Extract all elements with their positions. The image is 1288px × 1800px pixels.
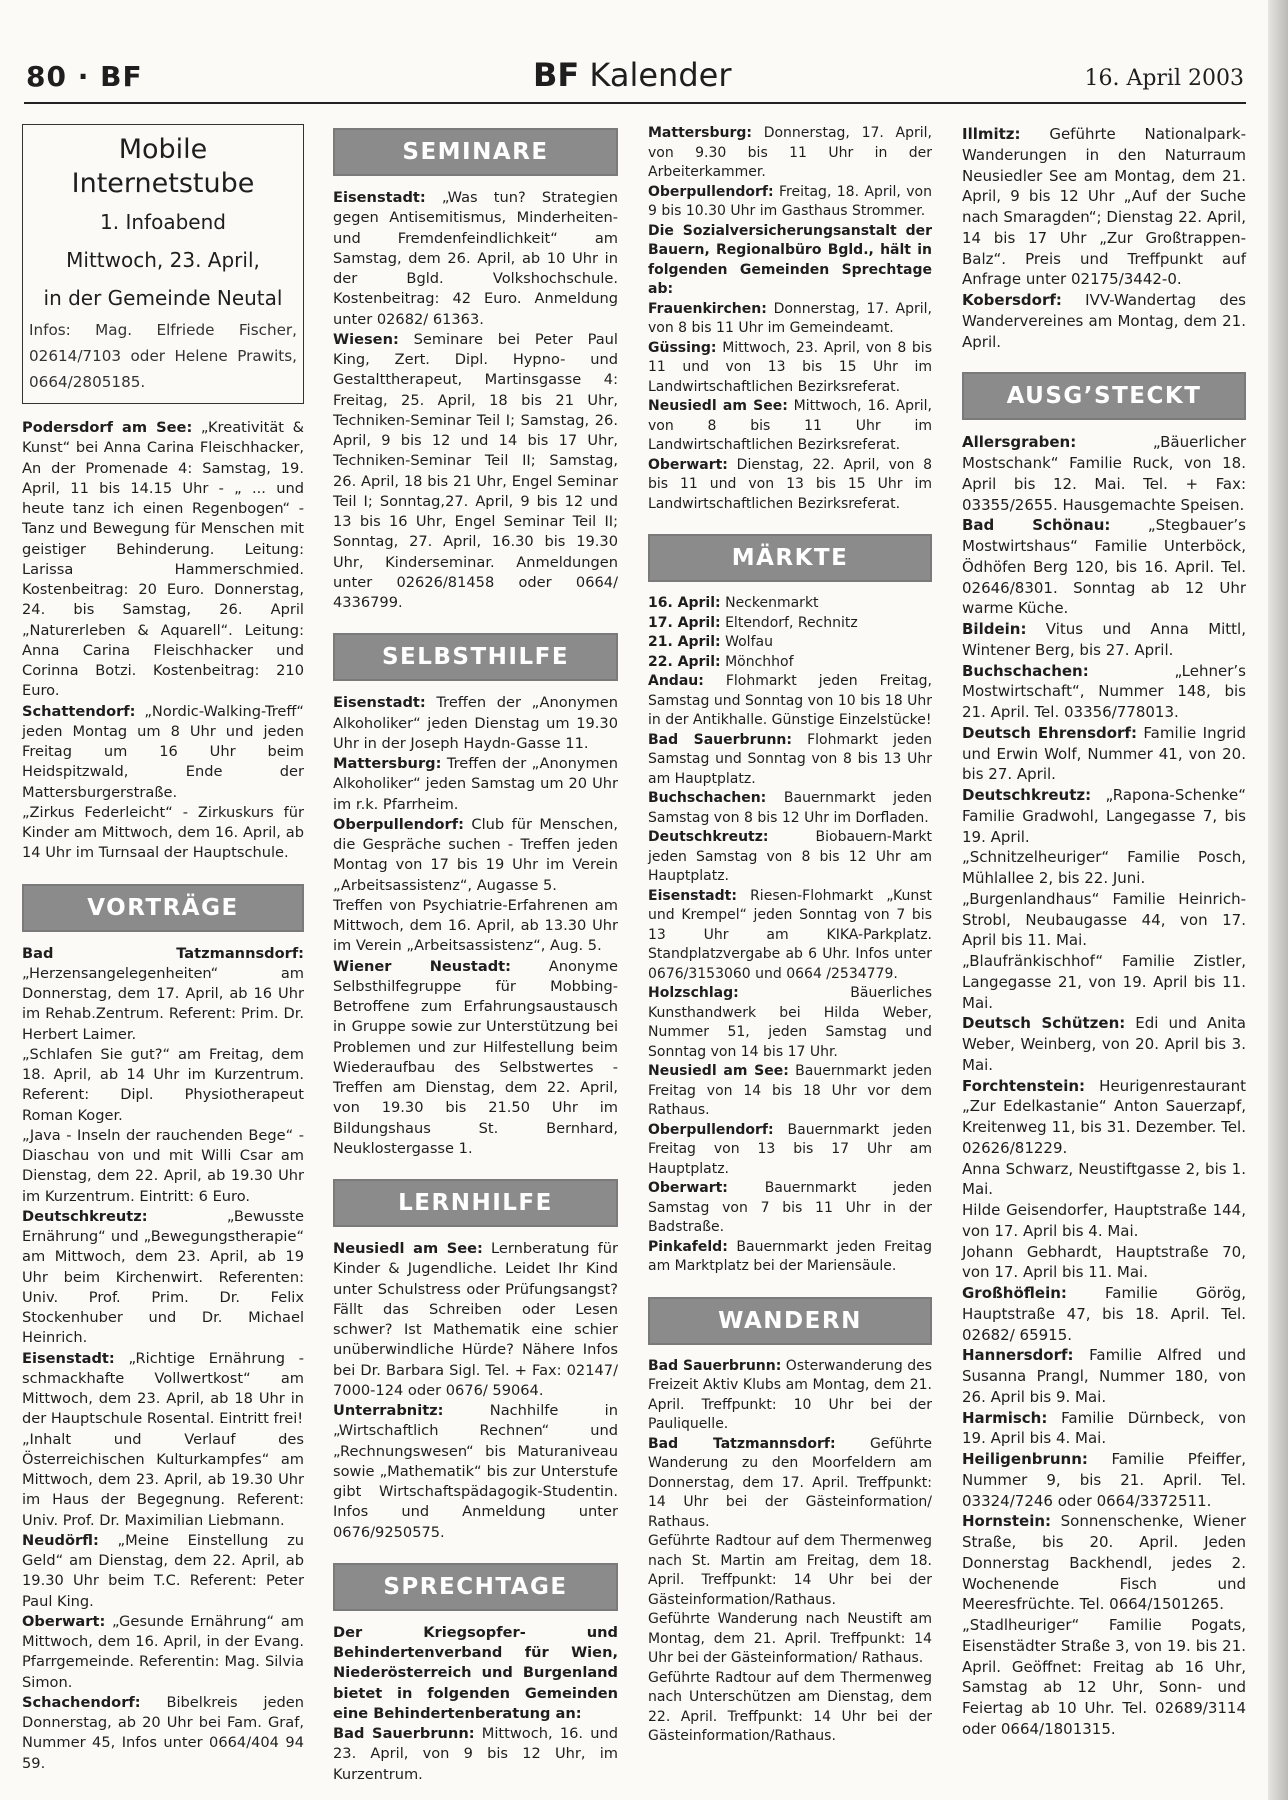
list-item	[22, 1207, 304, 1349]
entry-text: „Kreativität & Kunst“ bei Anna Carina Fleischhacker, An der Promenade 4: Samstag, 19. April, 11 bis 14.15 Uhr - „ ... und heute tanz ich einen Regenbogen“ - Tanz und Bewegung für Menschen mit geistiger Behinderung. Leitung: Larissa Hammerschmied. Kostenbeitrag: 20 Euro. Donnerstag, 24. bis Samstag, 26. April „Naturerleben & Aquarell“. Leitung: Anna Carina Fleischhacker und Corinna Botzi. Kostenbeitrag: 210 Euro.	[22, 419, 304, 700]
entry-text: Edi und Anita Weber, Weinberg, von 20. April bis 3. Mai.	[962, 1014, 1247, 1074]
entry-text: Freitag, 18. April, von 9 bis 10.30 Uhr im Gasthaus Strommer.	[648, 183, 932, 219]
place-name: Oberwart:	[648, 456, 728, 473]
list-item	[333, 1401, 618, 1543]
place-name: Deutschkreutz:	[22, 1207, 148, 1225]
title-text: Kalender	[579, 56, 732, 94]
entry-text: Sonnenschenke, Wiener Straße, bis 20. April. Jeden Donnerstag Backhendl, jedes 2. Wochenende Fisch und Meeresfrüchte. Tel. 0664/1501265.	[962, 1512, 1246, 1614]
list-item	[648, 1238, 932, 1277]
place-name: Buchschachen:	[648, 790, 767, 806]
place-name: Mattersburg:	[333, 755, 442, 772]
place-name: Neusiedl am See:	[648, 398, 788, 414]
list-item	[648, 672, 932, 731]
column-2	[333, 124, 618, 1785]
entry-text: Bauernmarkt jeden Freitag am Marktplatz bei der Mariensäule.	[648, 1238, 932, 1274]
list-item	[333, 1724, 618, 1785]
list-item	[962, 847, 1246, 889]
list-item	[22, 1693, 304, 1774]
place-name: Schattendorf:	[22, 702, 136, 720]
list-item	[648, 1357, 932, 1435]
place-name: Wiener Neustadt:	[333, 957, 511, 975]
entry-text: Wolfau	[720, 634, 773, 650]
place-name: Hornstein:	[962, 1512, 1052, 1531]
entry-text: Bauernmarkt jeden Samstag von 8 bis 12 Uhr im Dorfladen.	[648, 790, 932, 826]
list-item	[22, 944, 304, 1045]
lernhilfe-list	[333, 1239, 618, 1543]
place-name: Neudörfl:	[22, 1531, 99, 1549]
place-name: Illmitz:	[962, 125, 1021, 143]
entry-text: Dienstag, 22. April, von 8 bis 11 und von 13 bis 15 Uhr im Landwirtschaftlichen Bezirksreferat.	[648, 456, 932, 512]
maerkte-list	[648, 594, 932, 1277]
list-item	[962, 1242, 1246, 1284]
list-item	[962, 432, 1246, 515]
entry-text: Bäuerliches Kunsthandwerk bei Hilda Weber, Nummer 51, jeden Samstag und Sonntag von 14 bis 17 Uhr.	[648, 985, 932, 1060]
place-name: Oberpullendorf:	[333, 815, 464, 833]
sprechtage-intro	[333, 1623, 618, 1724]
entry-text: Johann Gebhardt, Hauptstraße 70, von 17. April bis 11. Mai.	[962, 1242, 1246, 1282]
list-item	[648, 1179, 932, 1238]
entry-text: Mittwoch, 16. und 23. April, von 9 bis 12 Uhr, im Kurzentrum.	[333, 1725, 618, 1783]
place-name: Oberpullendorf:	[648, 1121, 774, 1138]
section-heading-seminare: SEMINARE	[333, 128, 618, 176]
section-heading-maerkte: MÄRKTE	[648, 534, 932, 582]
place-name: Schachendorf:	[22, 1693, 141, 1711]
list-item	[22, 418, 304, 702]
sprechtage-list-a	[333, 1724, 618, 1785]
place-name: Deutschkreutz:	[962, 786, 1092, 804]
entry-text: Treffen der „Anonymen Alkoholiker“ jeden Dienstag um 19.30 Uhr in der Joseph Haydn-Gasse 11.	[333, 694, 618, 752]
list-item	[648, 653, 932, 673]
place-name: Eisenstadt:	[333, 189, 426, 206]
entry-text: Geführte Wanderung zu den Moorfeldern am Donnerstag, dem 17. April. Treffpunkt: 14 Uhr bei der Gästeinformation/ Rathaus.	[648, 1435, 932, 1530]
list-item	[962, 1449, 1246, 1511]
entry-text: Seminare bei Peter Paul King, Zert. Dipl. Hypno- und Gestalttherapeut, Martinsgasse 4: Freitag, 25. April, 18 bis 21 Uhr, Techniken-Seminar Teil I; Samstag, 26. April, 9 bis 12 und 14 bis 17 Uhr, Techniken-Seminar Teil II; Samstag, 26. April, 18 bis 21 Uhr, Engel Seminar Teil I; Sonntag,27. April, 9 bis 12 und 13 bis 16 Uhr, Engel Seminar Teil II; Sonntag, 27. April, 16.30 bis 19.30 Uhr, Kinderseminar. Anmeldungen unter 02626/81458 oder 0664/ 4336799.	[333, 330, 618, 611]
info-box-date: Mittwoch, 23. April,	[66, 248, 260, 272]
list-item	[962, 515, 1246, 619]
info-box-contact: Infos: Mag. Elfriede Fischer, 02614/7103 oder Helene Prawits, 0664/2805185.	[29, 321, 297, 391]
entry-text: Anna Schwarz, Neustiftgasse 2, bis 1. Mai.	[962, 1159, 1246, 1199]
list-item	[648, 887, 932, 985]
list-item	[962, 889, 1246, 951]
list-item	[22, 1349, 304, 1430]
list-item	[22, 1126, 304, 1207]
section-heading-wandern: WANDERN	[648, 1297, 932, 1345]
entry-text: „Schnitzelheuriger“ Familie Posch, Mühlallee 2, bis 22. Juni.	[962, 848, 1246, 887]
list-item	[962, 1159, 1246, 1201]
entry-text: Donnerstag, 17. April, von 8 bis 11 Uhr im Gemeindeamt.	[648, 300, 932, 336]
list-item	[333, 754, 618, 815]
list-item	[22, 1612, 304, 1693]
place-name: 22. April:	[648, 653, 721, 670]
list-item	[962, 723, 1246, 785]
place-name: Kobersdorf:	[962, 291, 1062, 309]
list-item	[22, 1045, 304, 1126]
wandern-list-a	[648, 1357, 932, 1747]
list-item	[962, 1013, 1246, 1075]
entry-text: Eltendorf, Rechnitz	[720, 614, 858, 631]
place-name: Deutschkreutz:	[648, 829, 769, 845]
place-name: Harmisch:	[962, 1408, 1048, 1427]
entry-text: Neckenmarkt	[720, 595, 819, 611]
place-name: Oberwart:	[22, 1612, 106, 1630]
place-name: 21. April:	[648, 634, 721, 650]
entry-text: Treffen der „Anonymen Alkoholiker“ jeden Samstag um 20 Uhr im r.k. Pfarrheim.	[333, 755, 618, 813]
place-name: Andau:	[648, 673, 704, 689]
page-edge	[1268, 0, 1288, 1800]
entry-text: Osterwanderung des Freizeit Aktiv Klubs am Montag, dem 21. April. Treffpunkt: 10 Uhr bei der Pauliquelle.	[648, 1357, 933, 1432]
list-item	[333, 188, 618, 330]
column-4	[962, 124, 1246, 1740]
entry-text: IVV-Wandertag des Wandervereines am Montag, dem 21. April.	[962, 291, 1246, 351]
place-name: Pinkafeld:	[648, 1238, 728, 1255]
place-name: Bildein:	[962, 620, 1027, 638]
entry-text: „Richtige Ernährung - schmackhafte Vollwertkost“ am Mittwoch, dem 23. April, ab 18 Uhr in der Hauptschule Rosental. Eintritt frei!	[22, 1349, 304, 1428]
place-name: Buchschachen:	[962, 661, 1089, 680]
header-rule	[24, 102, 1246, 104]
entry-text: Donnerstag, 17. April, von 9.30 bis 11 Uhr in der Arbeiterkammer.	[648, 125, 932, 180]
entry-text: Familie Ingrid und Erwin Wolf, Nummer 41, von 20. bis 27. April.	[962, 723, 1246, 784]
list-item	[648, 1669, 932, 1747]
entry-text: Familie Dürnbeck, von 19. April bis 4. Mai.	[962, 1408, 1246, 1448]
list-item	[648, 1062, 932, 1121]
place-name: Oberwart:	[648, 1180, 728, 1196]
list-item	[962, 1511, 1246, 1615]
list-item	[648, 731, 932, 790]
list-item	[648, 594, 932, 614]
entry-text: Anonyme Selbsthilfegruppe für Mobbing-Betroffene zum Erfahrungsaustausch in Gruppe sowie zur Unterstützung bei Problemen und zur Hilfestellung beim Wiederaufbau des Selbstwertes - Treffen am Dienstag, dem 22. April, von 19.30 bis 21.50 Uhr im Bildungshaus St. Bernhard, Neuklostergasse 1.	[333, 957, 618, 1157]
place-name: 17. April:	[648, 614, 721, 631]
info-box-title: Mobile Internetstube	[71, 134, 255, 199]
issue-date: 16. April 2003	[1084, 66, 1244, 91]
place-name: Neusiedl am See:	[648, 1063, 789, 1079]
entry-text: „Stegbauer’s Mostwirtshaus“ Familie Unterböck, Ödhöfen Berg 120, bis 16. April. Tel. 02646/8301. Sonntag ab 12 Uhr warme Küche.	[962, 516, 1246, 618]
list-item	[962, 1076, 1246, 1159]
list-item	[648, 828, 932, 887]
list-item	[333, 815, 618, 896]
entry-text: Geführte Radtour auf dem Thermenweg nach St. Martin am Freitag, dem 18. April. Treffpunkt: 14 Uhr bei der Gästeinformation/Rathaus.	[648, 1533, 932, 1608]
sprechtage-list-c	[648, 300, 932, 515]
entry-text: Riesen-Flohmarkt „Kunst und Krempel“ jeden Sonntag von 7 bis 13 Uhr am KIKA-Parkplatz. Standplatzvergabe ab 6 Uhr. Infos unter 0676/3153060 und 0664 /2534779.	[648, 887, 932, 982]
place-name: Güssing:	[648, 339, 717, 356]
column-3	[648, 124, 932, 1747]
page-number: 80 · BF	[26, 60, 143, 93]
list-item	[333, 1239, 618, 1401]
selbsthilfe-list	[333, 693, 618, 1159]
list-item	[648, 124, 932, 183]
info-box-subtitle: 1. Infoabend	[100, 210, 226, 234]
place-name: Mattersburg:	[648, 125, 753, 141]
list-item	[962, 1615, 1246, 1740]
entry-text: Geführte Radtour auf dem Thermenweg nach Unterschützen am Dienstag, dem 22. April. Treffpunkt: 14 Uhr bei der Gästeinformation/Rathaus.	[648, 1669, 932, 1744]
list-item	[962, 1200, 1246, 1242]
place-name: 16. April:	[648, 595, 721, 611]
list-item	[648, 397, 932, 456]
entry-text: „Lehner’s Mostwirtschaft“, Nummer 148, bis 21. April. Tel. 03356/778013.	[962, 661, 1246, 721]
list-item	[333, 330, 618, 614]
place-name: Oberpullendorf:	[648, 183, 774, 200]
entry-text: Heurigenrestaurant „Zur Edelkastanie“ Anton Sauerzapf, Kreitenweg 11, bis 31. Dezember. Tel. 02626/81229.	[962, 1076, 1246, 1157]
entry-text: Geführte Nationalpark-Wanderungen in den Naturraum Neusiedler See am Montag, dem 21. April, 9 bis 12 Uhr „Auf der Suche nach Smaragden“; Dienstag 22. April, 14 bis 17 Uhr „Zur Großtrappen-Balz“. Preis und Treffpunkt auf Anfrage unter 02175/3442-0.	[962, 125, 1246, 289]
sprechtage-list-b	[648, 124, 932, 222]
entry-text: „Stadlheuriger“ Familie Pogats, Eisenstädter Straße 3, von 19. bis 21. April. Geöffnet: Freitag ab 16 Uhr, Samstag ab 12 Uhr, Sonn- und Feiertag ab 10 Uhr. Tel. 02689/3114 oder 0664/1801315.	[962, 1616, 1246, 1738]
list-item	[22, 1531, 304, 1612]
list-item	[962, 290, 1246, 352]
vortraege-list	[22, 944, 304, 1774]
entry-text: Mittwoch, 23. April, von 8 bis 11 und von 13 bis 15 Uhr im Landwirtschaftlichen Bezirksreferat.	[648, 339, 932, 395]
place-name: Bad Tatzmannsdorf:	[648, 1435, 836, 1452]
entry-text: Treffen von Psychiatrie-Erfahrenen am Mittwoch, dem 16. April, ab 13.30 Uhr im Verein „Arbeitsassistenz“, Aug. 5.	[333, 896, 618, 955]
info-box	[22, 124, 304, 404]
list-item	[648, 339, 932, 398]
entry-text: „Java - Inseln der rauchenden Bege“ - Diaschau von und mit Willi Csar am Dienstag, dem 22. April, ab 19.30 Uhr im Kurzentrum. Eintritt: 6 Euro.	[22, 1126, 304, 1205]
place-name: Heiligenbrunn:	[962, 1450, 1088, 1468]
entry-text: Hilde Geisendorfer, Hauptstraße 144, von 17. April bis 4. Mai.	[962, 1201, 1246, 1240]
place-name: Bad Sauerbrunn:	[648, 1357, 782, 1374]
entry-text: „Bäuerlicher Mostschank“ Familie Ruck, von 18. April bis 12. Mai. Tel. + Fax: 03355/2655. Hausgemachte Speisen.	[962, 433, 1246, 514]
sprechtage-intro-2	[648, 222, 932, 300]
place-name: Eisenstadt:	[333, 694, 426, 712]
column-1	[22, 124, 304, 1774]
place-name: Bad Sauerbrunn:	[648, 731, 792, 748]
entry-text: „Zirkus Federleicht“ - Zirkuskurs für Kinder am Mittwoch, dem 16. April, ab 14 Uhr im Turnsaal der Hauptschule.	[22, 803, 304, 862]
info-box-place: in der Gemeinde Neutal	[43, 286, 283, 310]
place-name: Podersdorf am See:	[22, 419, 193, 436]
place-name: Wiesen:	[333, 330, 399, 348]
list-item	[962, 785, 1246, 847]
entry-text: Nachhilfe in „Wirtschaftlich Rechnen“ und „Rechnungswesen“ bis Maturaniveau sowie „Mathematik“ bis zur Unterstufe gibt Wirtschaftspädagogik-Studentin. Infos und Anmeldung unter 0676/9250575.	[333, 1402, 618, 1541]
section-heading-sprechtage: SPRECHTAGE	[333, 1563, 618, 1611]
entry-text: Geführte Wanderung nach Neustift am Montag, dem 21. April. Treffpunkt: 14 Uhr bei der Gästeinformation/ Rathaus.	[648, 1611, 932, 1666]
list-item	[648, 1435, 932, 1533]
place-name: Neusiedl am See:	[333, 1240, 483, 1257]
entry-text: Familie Pfeiffer, Nummer 9, bis 21. April. Tel. 03324/7246 oder 0664/3372511.	[962, 1450, 1246, 1510]
place-name: Deutsch Ehrensdorf:	[962, 723, 1137, 742]
list-item	[648, 633, 932, 653]
list-item	[22, 1430, 304, 1531]
seminare-list	[333, 188, 618, 613]
entry-text: Mittwoch, 16. April, von 8 bis 11 Uhr im Landwirtschaftlichen Bezirksreferat.	[648, 398, 932, 453]
entry-text: „Gesunde Ernährung“ am Mittwoch, dem 16. April, in der Evang. Pfarrgemeinde. Referentin: Mag. Silvia Simon.	[22, 1612, 304, 1691]
list-item	[333, 896, 618, 957]
sprechtage-intro-2-text: Die Sozialversicherungsanstalt der Bauern, Regionalbüro Bgld., hält in folgenden Gemeinden Sprechtage ab:	[648, 222, 932, 297]
entry-text: Biobauern-Markt jeden Samstag von 8 bis 12 Uhr am Hauptplatz.	[648, 829, 932, 884]
place-name: Unterrabnitz:	[333, 1402, 444, 1419]
entry-text: Bauernmarkt jeden Samstag von 7 bis 11 Uhr in der Badstraße.	[648, 1180, 932, 1235]
entry-text: „Meine Einstellung zu Geld“ am Dienstag, dem 22. April, ab 19.30 Uhr beim T.C. Referent: Peter Paul King.	[22, 1531, 304, 1610]
list-item	[962, 1408, 1246, 1450]
place-name: Allersgraben:	[962, 433, 1077, 452]
entry-text: „Inhalt und Verlauf des Österreichischen Kulturkampfes“ am Mittwoch, dem 23. April, ab 19.30 Uhr im Haus der Begegnung. Referent: Univ. Prof. Dr. Maximilian Liebmann.	[22, 1430, 304, 1529]
entry-text: „Nordic-Walking-Treff“ jeden Montag um 8 Uhr und jeden Freitag um 16 Uhr beim Heidspitzwald, Ende der Mattersburgerstraße.	[22, 702, 304, 801]
entry-text: „Blaufränkischhof“ Familie Zistler, Langegasse 21, von 19. April bis 11. Mai.	[962, 952, 1246, 1012]
section-heading-vortraege: VORTRÄGE	[22, 884, 304, 932]
list-item	[333, 693, 618, 754]
entry-text: Lernberatung für Kinder & Jugendliche. Leidet Ihr Kind unter Schulstress oder Prüfungsangst? Fällt das Schreiben oder Lesen schwer? Ist Mathematik eine schier unüberwindliche Hürde? Nähere Infos bei Dr. Barbara Sigl. Tel. + Fax: 02147/ 7000-124 oder 0676/ 59064.	[333, 1240, 618, 1399]
entry-text: Club für Menschen, die Gespräche suchen - Treffen jeden Montag von 17 bis 19 Uhr im Verein „Arbeitsassistenz“, Augasse 5.	[333, 815, 618, 894]
list-item	[333, 957, 618, 1160]
list-item	[648, 183, 932, 222]
place-name: Bad Schönau:	[962, 516, 1111, 535]
entry-text: „Herzensangelegenheiten“ am Donnerstag, dem 17. April, ab 16 Uhr im Rehab.Zentrum. Referent: Prim. Dr. Herbert Laimer.	[22, 964, 304, 1043]
entry-text: Bibelkreis jeden Donnerstag, ab 20 Uhr bei Fam. Graf, Nummer 45, Infos unter 0664/404 94 59.	[22, 1693, 304, 1772]
entry-text: Vitus und Anna Mittl, Wintener Berg, bis 27. April.	[962, 620, 1246, 659]
list-item	[22, 702, 304, 803]
section-heading-lernhilfe: LERNHILFE	[333, 1179, 618, 1227]
place-name: Bad Sauerbrunn:	[333, 1725, 475, 1742]
entry-text: Familie Alfred und Susanna Prangl, Nummer 180, von 26. April bis 9. Mai.	[962, 1346, 1246, 1406]
list-item	[648, 300, 932, 339]
section-heading-selbsthilfe: SELBSTHILFE	[333, 633, 618, 681]
place-name: Hannersdorf:	[962, 1346, 1074, 1365]
place-name: Holzschlag:	[648, 985, 739, 1001]
wandern-list-b	[962, 124, 1246, 352]
list-item	[648, 1121, 932, 1180]
ausgsteckt-list	[962, 432, 1246, 1739]
page-title	[533, 56, 731, 94]
list-item	[648, 1532, 932, 1610]
list-item	[962, 1283, 1246, 1345]
entry-text: „Burgenlandhaus“ Familie Heinrich-Strobl, Neubaugasse 44, von 17. April bis 11. Mai.	[962, 889, 1246, 950]
list-item	[648, 456, 932, 515]
entry-text: Mönchhof	[720, 653, 794, 670]
place-name: Großhöflein:	[962, 1284, 1067, 1302]
sprechtage-intro-text: Der Kriegsopfer- und Behindertenverband für Wien, Niederösterreich und Burgenland bietet in folgenden Gemeinden eine Behindertenberatung an:	[333, 1623, 618, 1722]
intro-list	[22, 418, 304, 864]
list-item	[962, 1345, 1246, 1407]
entry-text: Flohmarkt jeden Samstag und Sonntag von 8 bis 13 Uhr am Hauptplatz.	[648, 731, 932, 787]
entry-text: Bauernmarkt jeden Freitag von 14 bis 18 Uhr vor dem Rathaus.	[648, 1063, 932, 1118]
list-item	[962, 951, 1246, 1013]
brand-logo: BF	[533, 56, 580, 94]
entry-text: „Bewusste Ernährung“ und „Bewegungstherapie“ am Mittwoch, dem 23. April, ab 19 Uhr beim Kirchenwirt. Referenten: Univ. Prof. Prim. Dr. Felix Stockenhuber und Dr. Michael Heinrich.	[22, 1207, 304, 1347]
place-name: Eisenstadt:	[648, 887, 737, 904]
list-item	[962, 619, 1246, 661]
entry-text: „Rapona-Schenke“ Familie Gradwohl, Langegasse 7, bis 19. April.	[962, 786, 1246, 846]
entry-text: Bauernmarkt jeden Freitag von 13 bis 17 Uhr am Hauptplatz.	[648, 1121, 932, 1177]
place-name: Eisenstadt:	[22, 1349, 115, 1367]
list-item	[962, 124, 1246, 290]
entry-text: Flohmarkt jeden Freitag, Samstag und Sonntag von 10 bis 18 Uhr in der Antikhalle. Günstige Einzelstücke!	[648, 673, 932, 728]
place-name: Frauenkirchen:	[648, 300, 767, 317]
place-name: Forchtenstein:	[962, 1076, 1086, 1095]
entry-text: „Schlafen Sie gut?“ am Freitag, dem 18. April, ab 14 Uhr im Kurzentrum. Referent: Dipl. Physiotherapeut Roman Koger.	[22, 1045, 304, 1124]
list-item	[962, 661, 1246, 723]
list-item	[648, 614, 932, 634]
list-item	[22, 803, 304, 864]
list-item	[648, 984, 932, 1062]
list-item	[648, 1610, 932, 1669]
place-name: Deutsch Schützen:	[962, 1014, 1126, 1033]
place-name: Bad Tatzmannsdorf:	[22, 944, 304, 962]
entry-text: Familie Görög, Hauptstraße 47, bis 18. April. Tel. 02682/ 65915.	[962, 1284, 1246, 1344]
entry-text: „Was tun? Strategien gegen Antisemitismus, Minderheiten- und Fremdenfeindlichkeit“ am Samstag, dem 26. April, ab 10 Uhr in der Bgld. Volkshochschule. Kostenbeitrag: 42 Euro. Anmeldung unter 02682/ 61363.	[333, 189, 618, 328]
list-item	[648, 789, 932, 828]
section-heading-ausgsteckt: AUSG’STECKT	[962, 372, 1246, 420]
